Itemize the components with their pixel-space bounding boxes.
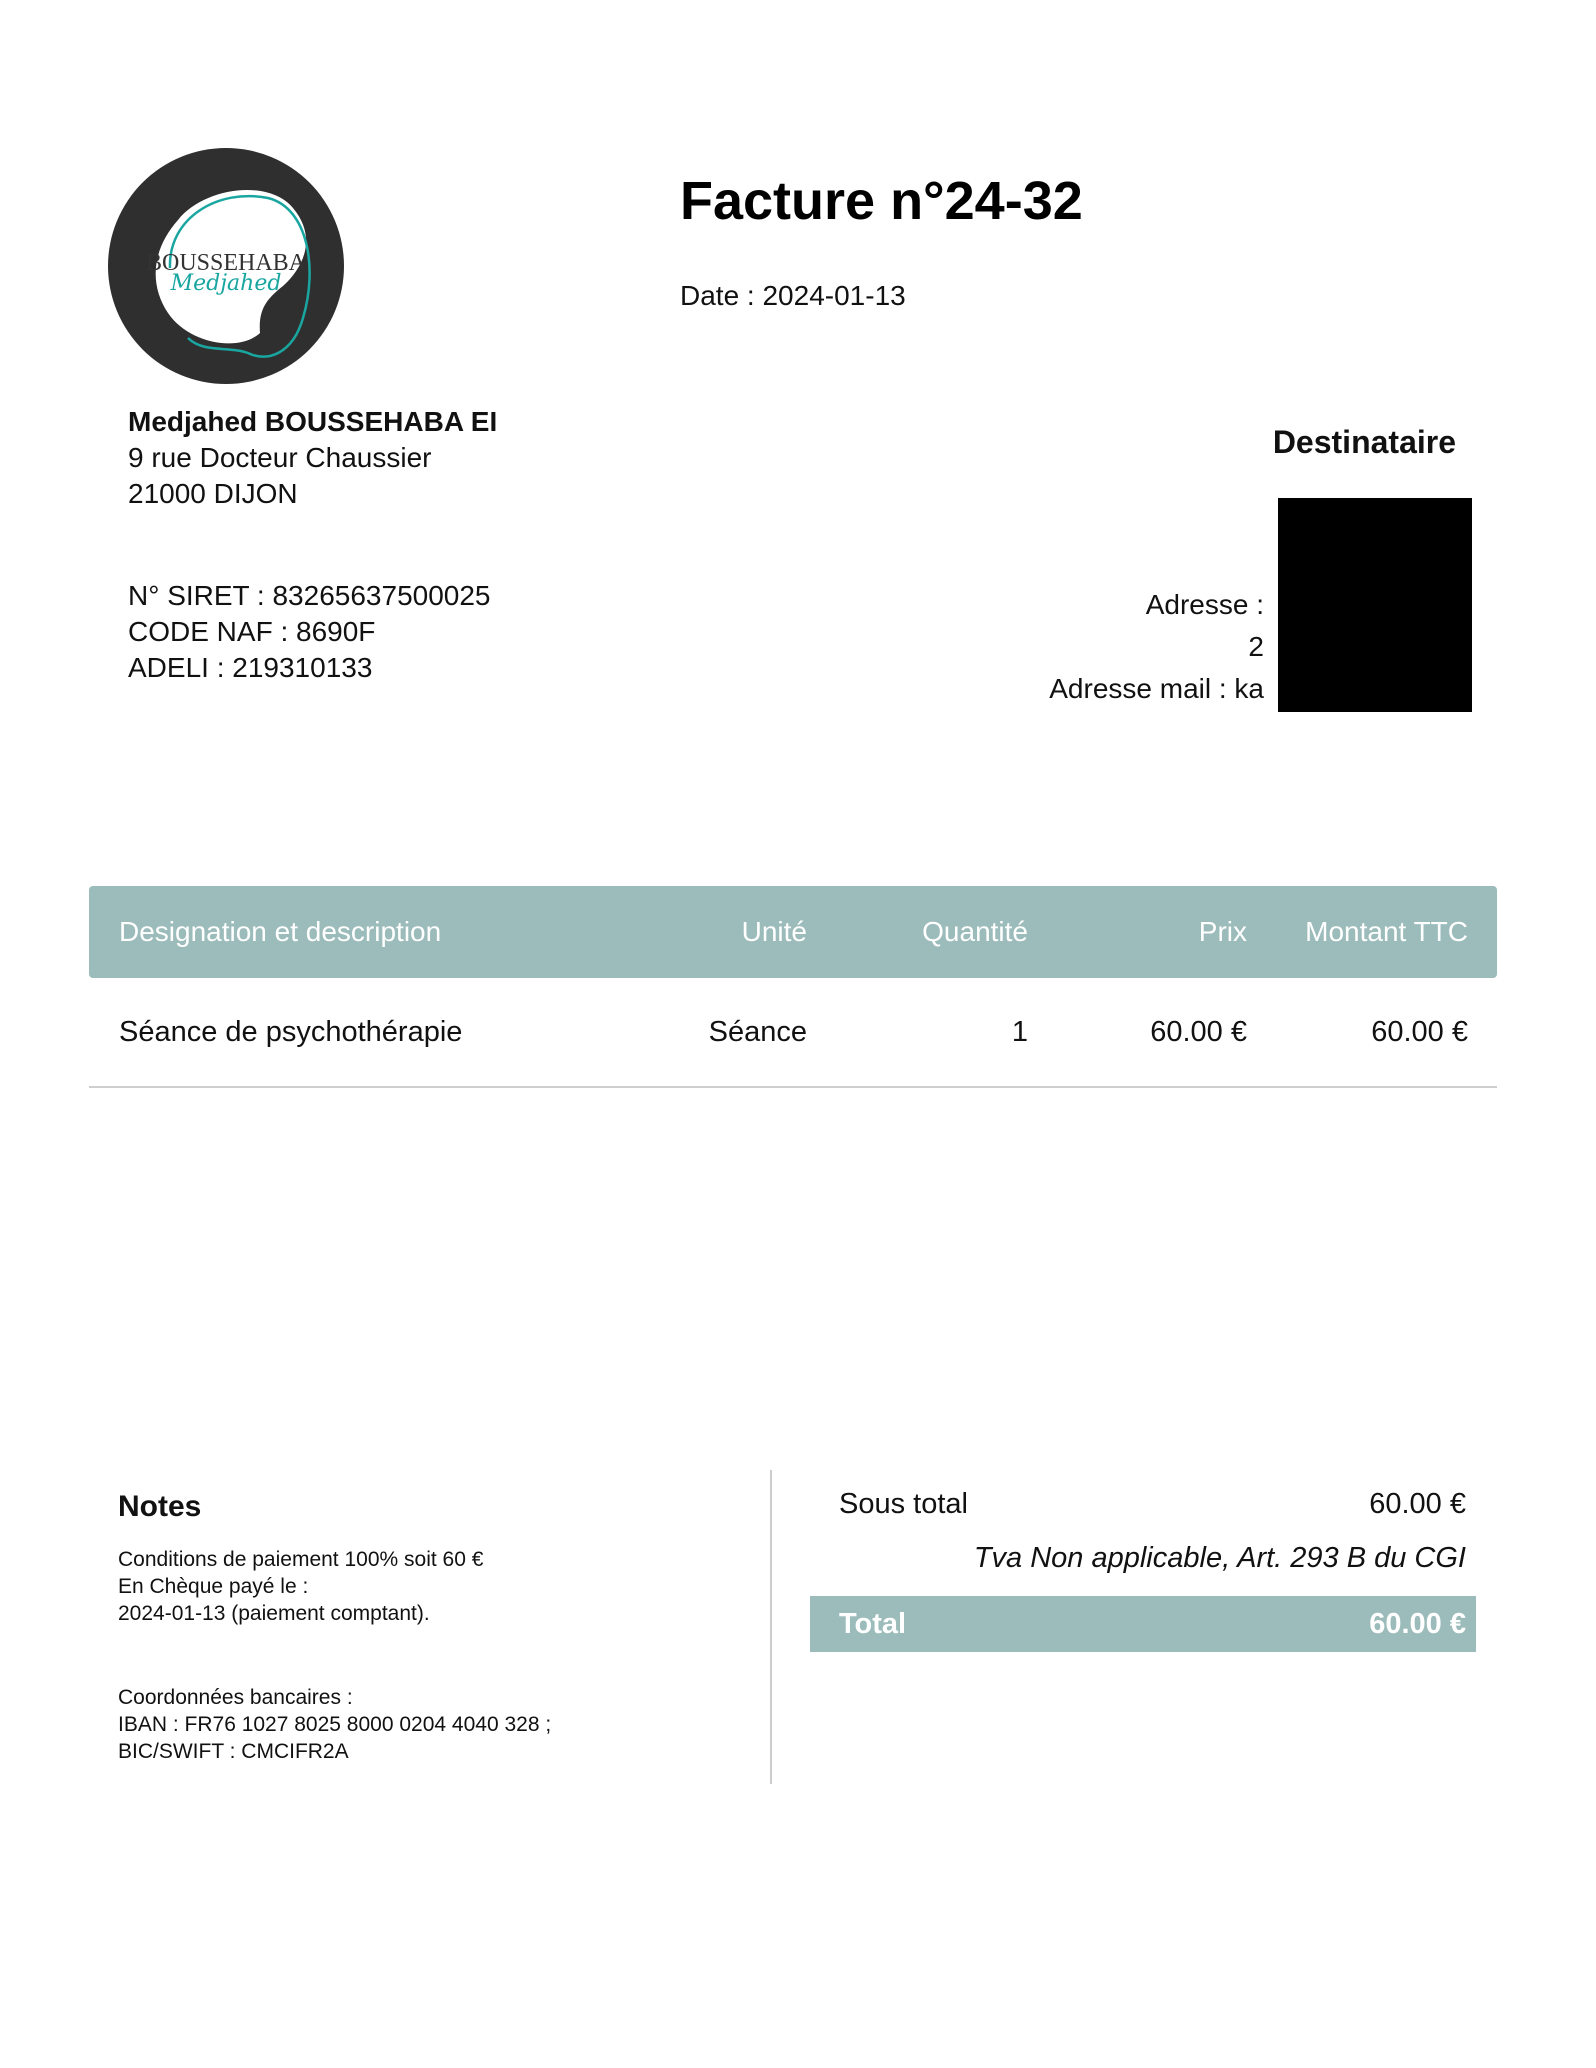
sender-street: 9 rue Docteur Chaussier <box>128 442 432 473</box>
tva-note: Tva Non applicable, Art. 293 B du CGI <box>973 1542 1466 1574</box>
recipient-email-label: Adresse mail : ka <box>1049 673 1264 704</box>
bank-line: Coordonnées bancaires : <box>118 1686 353 1709</box>
notes-line: 2024-01-13 (paiement comptant). <box>118 1602 430 1625</box>
cell-designation: Séance de psychothérapie <box>119 1016 463 1048</box>
line-items-table <box>89 886 1497 1088</box>
sender-block <box>128 404 497 512</box>
header-designation: Designation et description <box>119 916 442 947</box>
cell-price: 60.00 € <box>1150 1016 1247 1048</box>
bank-line: BIC/SWIFT : CMCIFR2A <box>118 1740 349 1763</box>
sender-name: Medjahed BOUSSEHABA EI <box>128 406 498 437</box>
column-divider <box>770 1470 772 1784</box>
total-value: 60.00 € <box>1369 1608 1466 1640</box>
total-row <box>810 1596 1476 1652</box>
recipient-heading: Destinataire <box>1272 424 1456 460</box>
notes-body <box>118 1546 483 1627</box>
header-quantity: Quantité <box>922 916 1028 947</box>
bank-line: IBAN : FR76 1027 8025 8000 0204 4040 328 ; <box>118 1713 552 1736</box>
recipient-address-line2: 2 <box>1248 631 1264 662</box>
invoice-title: Facture n°24-32 <box>680 171 1083 231</box>
siret: N° SIRET : 83265637500025 <box>128 580 491 611</box>
redaction-box <box>1278 498 1472 712</box>
notes-line: En Chèque payé le : <box>118 1575 309 1598</box>
totals-block <box>810 1488 1476 1652</box>
subtotal-label: Sous total <box>839 1488 968 1520</box>
recipient-address-label: Adresse : <box>1145 589 1264 620</box>
subtotal-row <box>810 1488 1476 1532</box>
recipient-details <box>564 584 1264 710</box>
notes-title: Notes <box>118 1490 202 1523</box>
total-label: Total <box>839 1608 907 1640</box>
table-row <box>89 978 1497 1088</box>
logo-text-script: Medjahed <box>170 271 282 296</box>
cell-unit: Séance <box>708 1016 807 1048</box>
naf-code: CODE NAF : 8690F <box>128 616 376 647</box>
header-unit: Unité <box>741 916 807 947</box>
cell-amount: 60.00 € <box>1371 1016 1468 1048</box>
sender-identifiers <box>128 578 491 686</box>
adeli: ADELI : 219310133 <box>128 652 373 683</box>
sender-city: 21000 DIJON <box>128 478 298 509</box>
header-price: Prix <box>1198 916 1247 947</box>
notes-line: Conditions de paiement 100% soit 60 € <box>118 1548 484 1571</box>
table-header <box>89 886 1497 978</box>
invoice-date: Date : 2024-01-13 <box>680 280 906 311</box>
logo-text-top: BOUSSEHABA <box>145 250 307 276</box>
company-logo <box>108 148 344 384</box>
cell-quantity: 1 <box>1011 1016 1028 1048</box>
header-amount: Montant TTC <box>1305 916 1468 947</box>
bank-details <box>118 1684 551 1765</box>
subtotal-value: 60.00 € <box>1369 1488 1466 1520</box>
